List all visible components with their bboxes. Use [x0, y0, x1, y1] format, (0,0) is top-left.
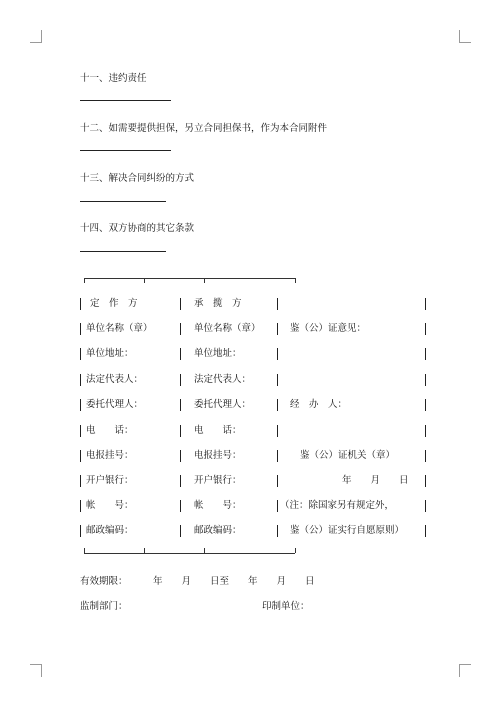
section-14-title: 十四、双方协商的其它条款: [80, 223, 195, 234]
table-column-divider: [277, 500, 278, 512]
table-column-divider: [180, 399, 181, 411]
table-row: [80, 397, 430, 413]
table-column-divider: [425, 450, 426, 462]
validity-value: 年 月 日至 年 月 日: [153, 576, 315, 587]
table-column-divider: [80, 500, 81, 512]
table-row: [80, 321, 430, 337]
contractor-agent: 委托代理人：: [86, 399, 144, 410]
table-column-divider: [180, 374, 181, 386]
table-column-divider: [425, 425, 426, 437]
table-column-divider: [180, 348, 181, 360]
table-column-divider: [80, 450, 81, 462]
crop-mark-bottom-left: [30, 664, 42, 677]
notary-note-line-2: 鉴（公）证实行自愿原则）: [290, 525, 405, 536]
contractor-phone: 电 话：: [86, 425, 134, 436]
table-row: [80, 523, 430, 539]
contractor-header: 定 作 方: [90, 298, 138, 309]
section-13-title: 十三、解决合同纠纷的方式: [80, 173, 195, 184]
undertaker-postcode: 邮政编码：: [194, 525, 242, 536]
table-column-divider: [425, 298, 426, 310]
table-column-divider: [80, 525, 81, 537]
table-column-divider: [80, 399, 81, 411]
table-top-rule: [84, 278, 295, 279]
undertaker-telegraph: 电报挂号：: [194, 450, 242, 461]
contractor-postcode: 邮政编码：: [86, 525, 134, 536]
validity-label: 有效期限：: [80, 576, 128, 587]
undertaker-address: 单位地址：: [194, 348, 242, 359]
table-column-divider: [277, 399, 278, 411]
table-column-divider: [425, 323, 426, 335]
table-column-divider: [277, 348, 278, 360]
table-column-divider: [80, 374, 81, 386]
notary-opinion: 鉴（公）证意见：: [290, 323, 367, 334]
undertaker-unit-name: 单位名称（章）: [194, 323, 261, 334]
table-column-divider: [80, 348, 81, 360]
table-row: [80, 423, 430, 439]
undertaker-legal-rep: 法定代表人：: [194, 374, 252, 385]
table-top-tick: [144, 278, 145, 283]
crop-mark-top-left: [30, 30, 42, 43]
table-bottom-tick: [84, 548, 85, 553]
section-11-title: 十一、违约责任: [80, 73, 147, 84]
section-12-blank-line: [80, 150, 171, 151]
table-column-divider: [180, 298, 181, 310]
undertaker-header: 承 揽 方: [194, 298, 242, 309]
crop-mark-bottom-right: [459, 664, 471, 677]
table-bottom-tick: [204, 548, 205, 553]
table-column-divider: [277, 425, 278, 437]
table-column-divider: [425, 374, 426, 386]
table-column-divider: [277, 374, 278, 386]
table-column-divider: [180, 323, 181, 335]
table-row: [80, 296, 430, 312]
contractor-legal-rep: 法定代表人：: [86, 374, 144, 385]
table-top-tick: [84, 278, 85, 283]
table-column-divider: [80, 298, 81, 310]
table-column-divider: [180, 425, 181, 437]
table-row: [80, 473, 430, 489]
table-column-divider: [277, 298, 278, 310]
table-column-divider: [80, 323, 81, 335]
table-column-divider: [80, 425, 81, 437]
table-column-divider: [180, 500, 181, 512]
table-column-divider: [277, 525, 278, 537]
undertaker-phone: 电 话：: [194, 425, 242, 436]
table-top-tick: [295, 278, 296, 283]
printer-label: 印制单位：: [262, 601, 310, 612]
table-column-divider: [425, 348, 426, 360]
table-column-divider: [277, 323, 278, 335]
table-row: [80, 448, 430, 464]
table-column-divider: [180, 475, 181, 487]
undertaker-agent: 委托代理人：: [194, 399, 252, 410]
contractor-unit-name: 单位名称（章）: [86, 323, 153, 334]
undertaker-account: 帐 号：: [194, 500, 242, 511]
table-column-divider: [277, 450, 278, 462]
table-column-divider: [425, 475, 426, 487]
table-column-divider: [180, 525, 181, 537]
table-bottom-tick: [144, 548, 145, 553]
contractor-account: 帐 号：: [86, 500, 134, 511]
section-14-blank-line: [80, 251, 166, 252]
section-11-blank-line: [80, 100, 171, 101]
contractor-telegraph: 电报挂号：: [86, 450, 134, 461]
table-column-divider: [80, 475, 81, 487]
table-top-tick: [204, 278, 205, 283]
table-column-divider: [425, 500, 426, 512]
table-row: [80, 498, 430, 514]
table-row: [80, 346, 430, 362]
table-column-divider: [425, 399, 426, 411]
notary-note-line-1: （注：除国家另有规定外，: [280, 500, 395, 511]
table-row: [80, 372, 430, 388]
table-bottom-rule: [84, 553, 295, 554]
section-13-blank-line: [80, 201, 166, 202]
table-column-divider: [277, 475, 278, 487]
notary-date: 年 月 日: [342, 475, 409, 486]
section-12-title: 十二、如需要提供担保，另立合同担保书，作为本合同附件: [80, 123, 328, 134]
notary-handler: 经 办 人：: [290, 399, 348, 410]
crop-mark-top-right: [459, 30, 471, 43]
undertaker-bank: 开户银行：: [194, 475, 242, 486]
table-column-divider: [180, 450, 181, 462]
contractor-bank: 开户银行：: [86, 475, 134, 486]
notary-authority-seal: 鉴（公）证机关（章）: [300, 450, 396, 461]
contractor-address: 单位地址：: [86, 348, 134, 359]
supervisor-label: 监制部门：: [80, 601, 128, 612]
table-bottom-tick: [295, 548, 296, 553]
table-column-divider: [425, 525, 426, 537]
